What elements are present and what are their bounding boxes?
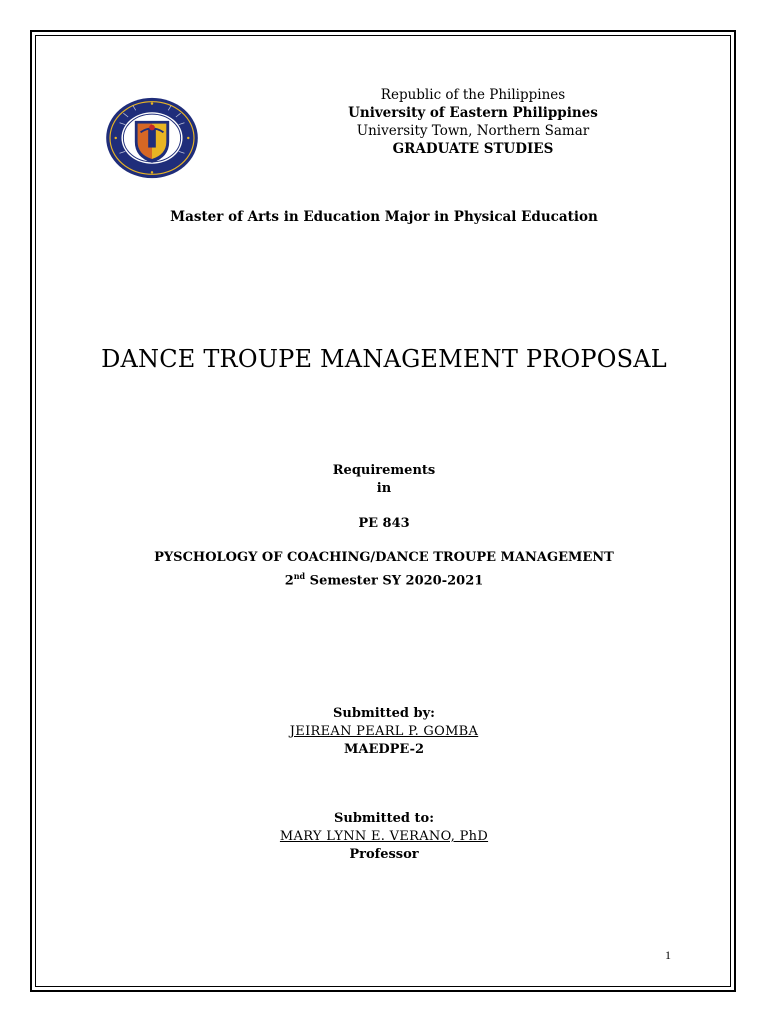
semester-suffix: nd — [293, 571, 306, 581]
submitted-to-label: Submitted to: — [334, 811, 434, 826]
semester-ordinal: 2 — [284, 573, 294, 589]
student-program: MAEDPE-2 — [343, 742, 425, 757]
semester-line — [60, 567, 708, 590]
republic-line: Republic of the Philippines — [380, 87, 566, 103]
professor-role: Professor — [349, 847, 419, 862]
professor-name: MARY LYNN E. VERANO, PhD — [279, 829, 489, 844]
division-name: GRADUATE STUDIES — [392, 141, 554, 157]
university-seal-icon — [104, 96, 200, 180]
requirements-line: Requirements — [332, 463, 436, 478]
student-name: JEIREAN PEARL P. GOMBA — [289, 724, 479, 739]
university-location: University Town, Northern Samar — [356, 123, 590, 139]
submitted-by-label: Submitted by: — [333, 706, 435, 721]
university-name: University of Eastern Philippines — [348, 105, 598, 121]
course-title: PYSCHOLOGY OF COACHING/DANCE TROUPE MANAGEMENT — [154, 550, 614, 565]
semester-text: Semester SY 2020-2021 — [305, 573, 484, 589]
institution-header — [300, 86, 646, 158]
page-number: 1 — [665, 948, 671, 962]
degree-program: Master of Arts in Education Major in Physical Education — [170, 209, 598, 225]
requirements-block — [60, 462, 708, 498]
submitted-by-block — [60, 705, 708, 759]
submitted-to-block — [60, 810, 708, 864]
requirements-in-line: in — [376, 481, 392, 496]
course-code: PE 843 — [358, 516, 410, 531]
course-block — [60, 549, 708, 590]
document-title: DANCE TROUPE MANAGEMENT PROPOSAL — [101, 345, 667, 373]
